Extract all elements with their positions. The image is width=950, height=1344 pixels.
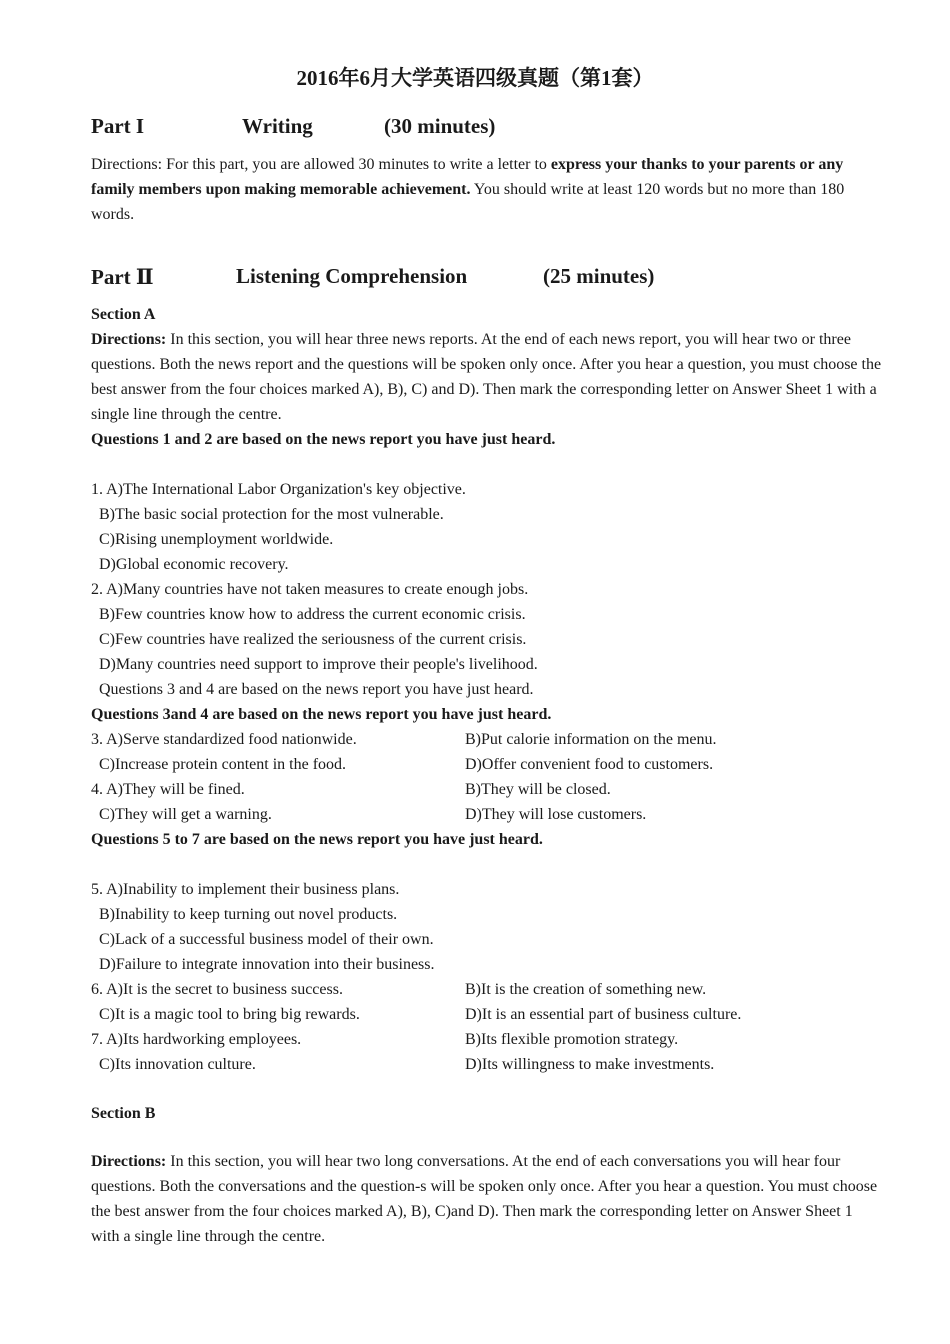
- q4-option-c: C)They will get a warning.: [99, 806, 272, 823]
- q5-option-a: 5. A)Inability to implement their business plans.: [91, 881, 400, 898]
- q2-option-d: D)Many countries need support to improve their people's livelihood.: [99, 656, 538, 673]
- q4-option-a: 4. A)They will be fined.: [91, 781, 245, 798]
- q3-option-b: B)Put calorie information on the menu.: [465, 731, 717, 748]
- q5-option-b: B)Inability to keep turning out novel products.: [99, 906, 398, 923]
- q7-option-c: C)Its innovation culture.: [99, 1056, 256, 1073]
- section-b-directions: Directions: In this section, you will hear two long conversations. At the end of each conversations you will hear four questions. Both the conversations and the question-s will be spoken only once. After you hear a question. You must choose the best answer from the four choices marked A), B), C)and D). Then mark the corresponding letter on Answer Sheet 1 with a single line through the centre.: [91, 1153, 878, 1245]
- q1-option-d: D)Global economic recovery.: [99, 556, 289, 573]
- question-group-heading: Questions 3and 4 are based on the news report you have just heard.: [91, 706, 552, 723]
- q7-option-d: D)Its willingness to make investments.: [465, 1056, 715, 1073]
- q6-option-b: B)It is the creation of something new.: [465, 981, 707, 998]
- section-a-heading: Section A: [91, 306, 156, 323]
- part1-directions-emphasis: express your thanks to your parents or any family members upon making memorable achievement.: [91, 156, 844, 198]
- q3-option-d: D)Offer convenient food to customers.: [465, 756, 714, 773]
- q2-option-c: C)Few countries have realized the seriousness of the current crisis.: [99, 631, 527, 648]
- section-a-directions: Directions: In this section, you will hear three news reports. At the end of each news report, you will hear two or three questions. Both the news report and the questions will be spoken only once. After you hear a question, you must choose the best answer from the four choices marked A), B), C) and D). Then mark the corresponding letter on Answer Sheet 1 with a single line through the centre.: [91, 331, 882, 423]
- q7-option-a: 7. A)Its hardworking employees.: [91, 1031, 302, 1048]
- q6-option-d: D)It is an essential part of business culture.: [465, 1006, 742, 1023]
- q2-option-b: B)Few countries know how to address the current economic crisis.: [99, 606, 526, 623]
- q1-option-c: C)Rising unemployment worldwide.: [99, 531, 334, 548]
- q5-option-c: C)Lack of a successful business model of their own.: [99, 931, 434, 948]
- q6-option-a: 6. A)It is the secret to business success.: [91, 981, 343, 998]
- question-group-heading: Questions 5 to 7 are based on the news report you have just heard.: [91, 831, 543, 848]
- q1-option-b: B)The basic social protection for the most vulnerable.: [99, 506, 444, 523]
- q3-option-c: C)Increase protein content in the food.: [99, 756, 347, 773]
- q4-option-b: B)They will be closed.: [465, 781, 611, 798]
- part2-time: (25 minutes): [543, 264, 655, 288]
- q7-option-b: B)Its flexible promotion strategy.: [465, 1031, 679, 1048]
- page-title: 2016年6月大学英语四级真题（第1套）: [296, 66, 654, 90]
- part2-name: Listening Comprehension: [236, 264, 468, 288]
- q5-option-d: D)Failure to integrate innovation into their business.: [99, 956, 435, 973]
- q6-option-c: C)It is a magic tool to bring big rewards.: [99, 1006, 360, 1023]
- q2-option-a: 2. A)Many countries have not taken measures to create enough jobs.: [91, 581, 529, 598]
- question-group-heading: Questions 1 and 2 are based on the news report you have just heard.: [91, 431, 556, 448]
- part1-label: Part I: [91, 114, 145, 138]
- part1-name: Writing: [242, 114, 313, 138]
- section-a-directions-label: Directions:: [91, 331, 167, 348]
- section-b-heading: Section B: [91, 1105, 156, 1122]
- question-group-note: Questions 3 and 4 are based on the news report you have just heard.: [99, 681, 534, 698]
- q1-option-a: 1. A)The International Labor Organization's key objective.: [91, 481, 466, 498]
- section-b-directions-label: Directions:: [91, 1153, 167, 1170]
- part1-time: (30 minutes): [384, 114, 496, 138]
- part1-directions: Directions: For this part, you are allowed 30 minutes to write a letter to express your thanks to your parents or any family members upon making memorable achievement. You should write at least 120 words but no more than 180 words.: [91, 156, 845, 223]
- q4-option-d: D)They will lose customers.: [465, 806, 647, 823]
- part2-label: Part Ⅱ: [91, 265, 154, 289]
- q3-option-a: 3. A)Serve standardized food nationwide.: [91, 731, 357, 748]
